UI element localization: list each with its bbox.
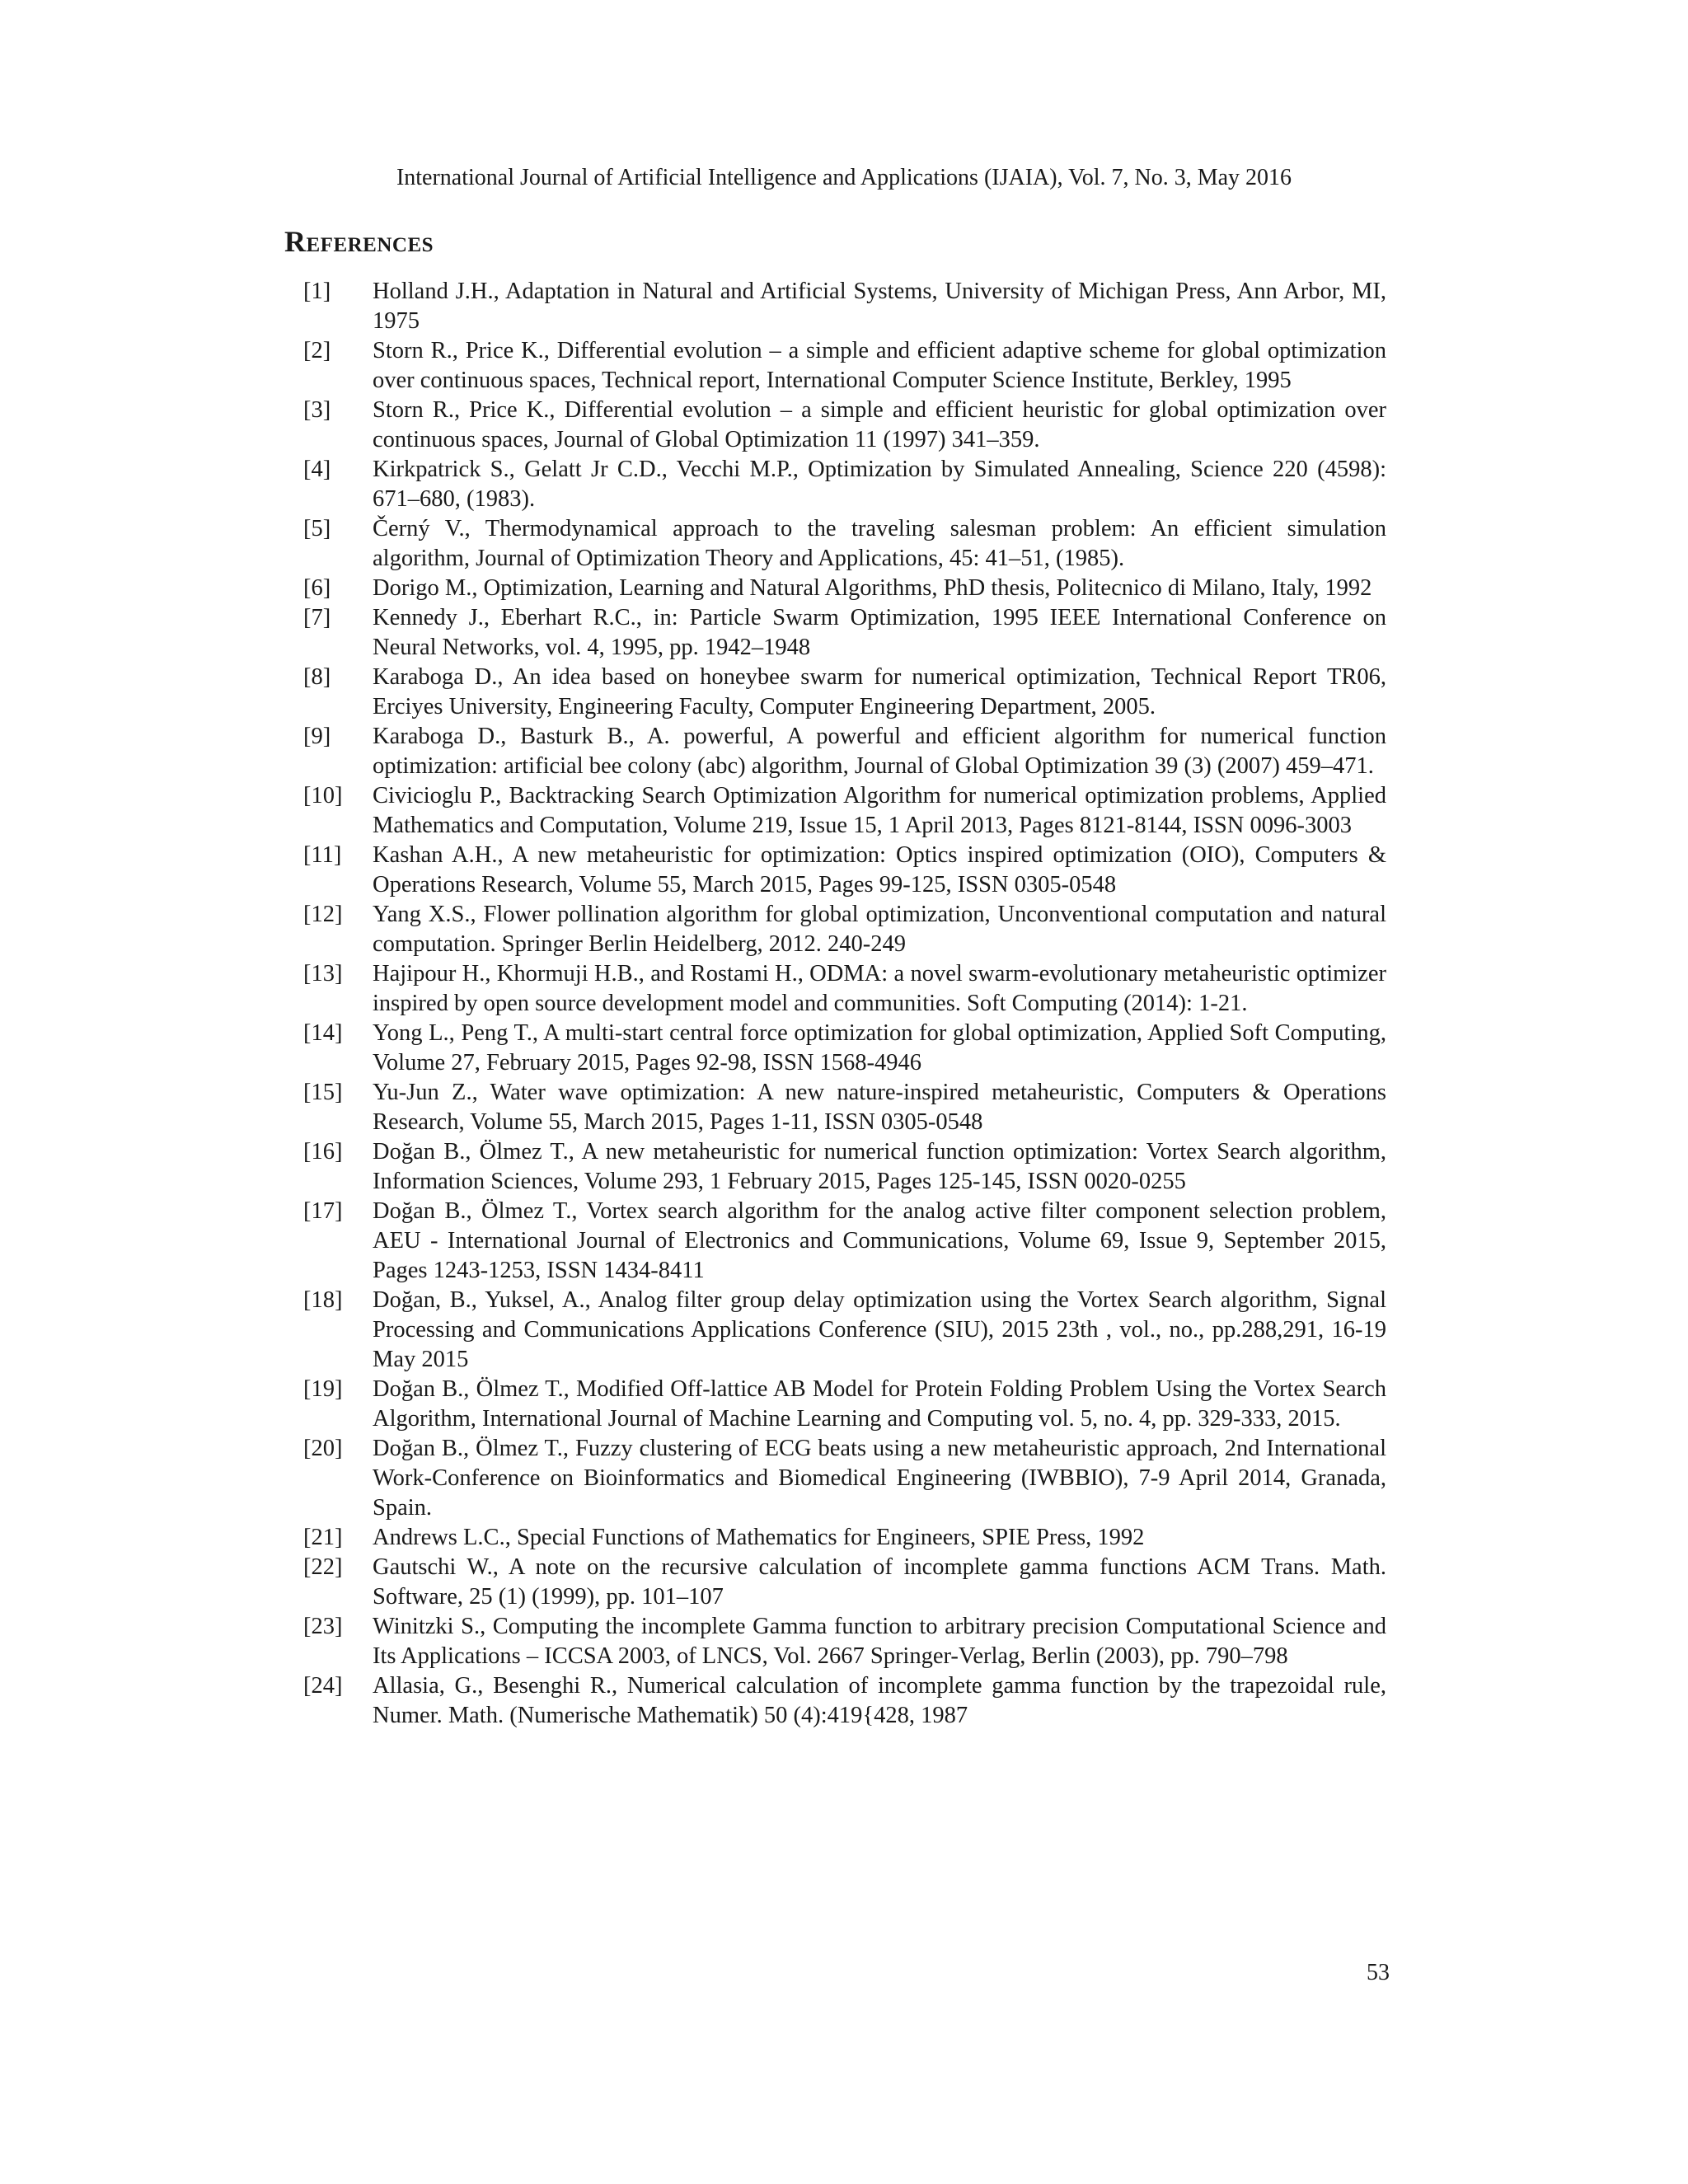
reference-text: Černý V., Thermodynamical approach to the traveling salesman problem: An efficient simulation algorithm, Journal of Optimization Theory and Applications, 45: 41–51, (1985). [373,516,1386,571]
reference-text: Doğan B., Ölmez T., Modified Off-lattice AB Model for Protein Folding Problem Using the Vortex Search Algorithm, International Journal of Machine Learning and Computing vol. 5, no. 4, pp. 329-333, 2015. [373,1376,1386,1432]
reference-text: Storn R., Price K., Differential evolution – a simple and efficient adaptive scheme for global optimization over continuous spaces, Technical report, International Computer Science Institute, Berkley, 1995 [373,338,1386,393]
reference-number: [4] [303,457,331,482]
reference-number: [7] [303,605,331,630]
reference-text: Andrews L.C., Special Functions of Mathematics for Engineers, SPIE Press, 1992 [373,1525,1145,1550]
reference-text: Kirkpatrick S., Gelatt Jr C.D., Vecchi M.P., Optimization by Simulated Annealing, Science 220 (4598): 671–680, (1983). [373,457,1386,512]
reference-list [0,277,1688,1731]
reference-number: [1] [303,279,331,304]
reference-number: [21] [303,1525,343,1550]
reference-text: Winitzki S., Computing the incomplete Gamma function to arbitrary precision Computational Science and Its Applications – ICCSA 2003, of LNCS, Vol. 2667 Springer-Verlag, Berlin (2003), pp. 790–798 [373,1614,1386,1669]
reference-number: [6] [303,575,331,601]
reference-number: [3] [303,397,331,423]
reference-number: [22] [303,1554,343,1580]
reference-item [0,1375,1688,1434]
reference-text: Civicioglu P., Backtracking Search Optimization Algorithm for numerical optimization problems, Applied Mathematics and Computation, Volume 219, Issue 15, 1 April 2013, Pages 8121-8144, ISSN 0096-3003 [373,783,1386,838]
reference-number: [8] [303,664,331,690]
reference-text: Holland J.H., Adaptation in Natural and Artificial Systems, University of Michigan Press, Ann Arbor, MI, 1975 [373,279,1386,334]
reference-text: Doğan, B., Yuksel, A., Analog filter group delay optimization using the Vortex Search algorithm, Signal Processing and Communications Applications Conference (SIU), 2015 23th , vol., no., pp.288,291, 16-19 May 2015 [373,1287,1386,1372]
reference-item [0,1197,1688,1286]
reference-text: Karaboga D., Basturk B., A. powerful, A powerful and efficient algorithm for numerical function optimization: artificial bee colony (abc) algorithm, Journal of Global Optimization 39 (3) (2007) 459–471. [373,724,1386,779]
reference-text: Doğan B., Ölmez T., Fuzzy clustering of ECG beats using a new metaheuristic approach, 2nd International Work-Conference on Bioinformatics and Biomedical Engineering (IWBBIO), 7-9 April 2014, Granada, Spain. [373,1436,1386,1521]
reference-text: Kennedy J., Eberhart R.C., in: Particle Swarm Optimization, 1995 IEEE International Conference on Neural Networks, vol. 4, 1995, pp. 1942–1948 [373,605,1386,660]
reference-number: [9] [303,724,331,749]
reference-number: [24] [303,1673,343,1699]
reference-text: Gautschi W., A note on the recursive calculation of incomplete gamma functions ACM Trans. Math. Software, 25 (1) (1999), pp. 101–107 [373,1554,1386,1610]
reference-item [0,1523,1688,1553]
reference-text: Yong L., Peng T., A multi-start central force optimization for global optimization, Applied Soft Computing, Volume 27, February 2015, Pages 92-98, ISSN 1568-4946 [373,1020,1386,1076]
reference-number: [18] [303,1287,343,1313]
reference-text: Karaboga D., An idea based on honeybee swarm for numerical optimization, Technical Report TR06, Erciyes University, Engineering Faculty, Computer Engineering Department, 2005. [373,664,1386,719]
reference-item [0,781,1688,841]
reference-number: [15] [303,1080,343,1105]
reference-item [0,277,1688,336]
reference-number: [11] [303,842,342,868]
reference-item [0,663,1688,722]
reference-text: Allasia, G., Besenghi R., Numerical calculation of incomplete gamma function by the trapezoidal rule, Numer. Math. (Numerische Mathematik) 50 (4):419{428, 1987 [373,1673,1386,1728]
reference-item [0,396,1688,455]
reference-number: [23] [303,1614,343,1639]
reference-item [0,1078,1688,1137]
reference-text: Doğan B., Ölmez T., A new metaheuristic for numerical function optimization: Vortex Search algorithm, Information Sciences, Volume 293, 1 February 2015, Pages 125-145, ISSN 0020-0255 [373,1139,1386,1194]
reference-number: [10] [303,783,343,808]
reference-text: Yang X.S., Flower pollination algorithm for global optimization, Unconventional computation and natural computation. Springer Berlin Heidelberg, 2012. 240-249 [373,902,1386,957]
reference-item [0,841,1688,900]
reference-number: [12] [303,902,343,927]
reference-item [0,574,1688,603]
reference-item [0,1019,1688,1078]
reference-item [0,336,1688,396]
reference-number: [2] [303,338,331,363]
reference-text: Dorigo M., Optimization, Learning and Natural Algorithms, PhD thesis, Politecnico di Milano, Italy, 1992 [373,575,1372,601]
reference-text: Yu-Jun Z., Water wave optimization: A new nature-inspired metaheuristic, Computers & Operations Research, Volume 55, March 2015, Pages 1-11, ISSN 0305-0548 [373,1080,1386,1135]
reference-text: Kashan A.H., A new metaheuristic for optimization: Optics inspired optimization (OIO), Computers & Operations Research, Volume 55, March 2015, Pages 99-125, ISSN 0305-0548 [373,842,1386,898]
reference-text: Doğan B., Ölmez T., Vortex search algorithm for the analog active filter component selection problem, AEU - International Journal of Electronics and Communications, Volume 69, Issue 9, September 2015, Pages 1243-1253, ISSN 1434-8411 [373,1198,1386,1283]
reference-item [0,1434,1688,1523]
reference-item [0,722,1688,781]
reference-item [0,1286,1688,1375]
reference-text: Storn R., Price K., Differential evolution – a simple and efficient heuristic for global optimization over continuous spaces, Journal of Global Optimization 11 (1997) 341–359. [373,397,1386,452]
reference-number: [16] [303,1139,343,1165]
reference-item [0,1671,1688,1731]
reference-number: [19] [303,1376,343,1402]
running-header: International Journal of Artificial Intelligence and Applications (IJAIA), Vol. 7, No. 3, May 2016 [396,165,1292,190]
reference-item [0,1553,1688,1612]
reference-number: [5] [303,516,331,541]
reference-number: [14] [303,1020,343,1046]
reference-item [0,900,1688,959]
reference-item [0,514,1688,574]
page-number: 53 [1367,1960,1390,1985]
reference-item [0,1612,1688,1671]
reference-item [0,603,1688,663]
section-title: References [284,225,434,258]
reference-number: [13] [303,961,343,987]
reference-text: Hajipour H., Khormuji H.B., and Rostami H., ODMA: a novel swarm-evolutionary metaheuristic optimizer inspired by open source development model and communities. Soft Computing (2014): 1-21. [373,961,1386,1016]
reference-item [0,1137,1688,1197]
reference-number: [17] [303,1198,343,1224]
reference-item [0,455,1688,514]
reference-item [0,959,1688,1019]
reference-number: [20] [303,1436,343,1461]
